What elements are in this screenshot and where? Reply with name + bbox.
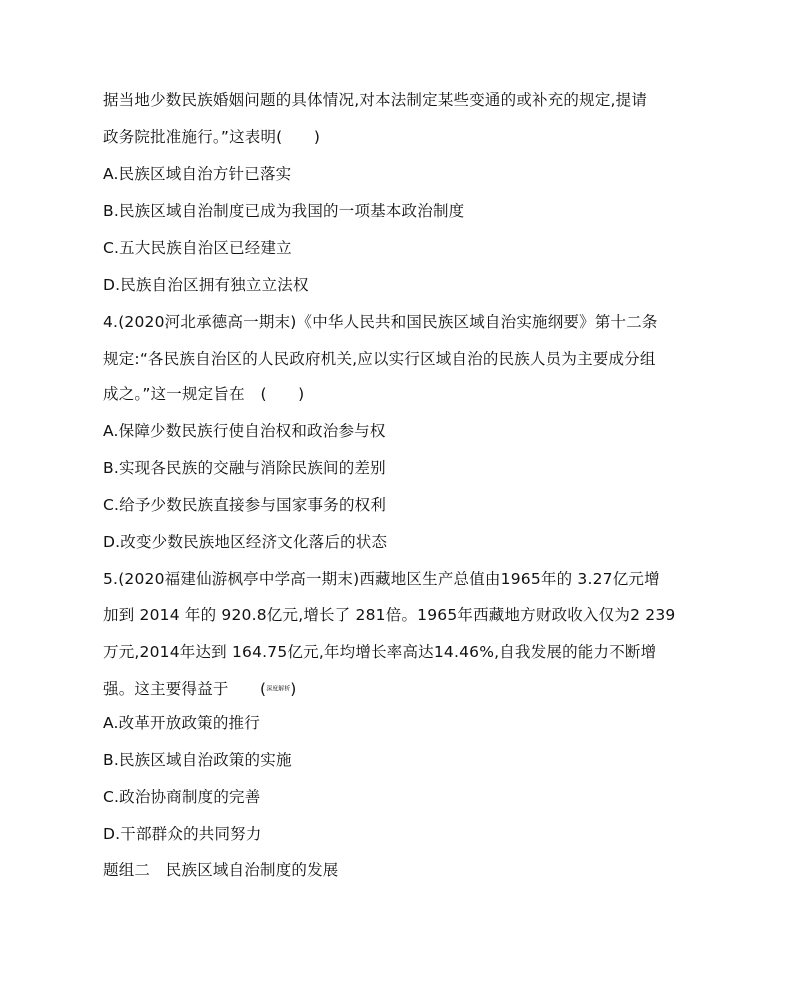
q3-option-d: D.民族自治区拥有独立立法权 xyxy=(103,276,309,294)
q4-option-b: B.实现各民族的交融与消除民族间的差别 xyxy=(103,459,386,477)
q5-stem-line4-text: 强。这主要得益于 ( xyxy=(103,680,267,698)
q3-stem-continuation-line2: 政务院批准施行。”这表明( ) xyxy=(103,128,321,146)
q5-option-b: B.民族区域自治政策的实施 xyxy=(103,751,292,769)
q4-stem-line3: 成之。”这一规定旨在 ( ) xyxy=(103,385,305,403)
section-heading: 题组二 民族区域自治制度的发展 xyxy=(103,861,339,879)
q5-stem-line4-close: ) xyxy=(290,680,297,698)
q4-option-c: C.给予少数民族直接参与国家事务的权利 xyxy=(103,496,387,514)
q5-stem-line2: 加到 2014 年的 920.8亿元,增长了 281倍。1965年西藏地方财政收入仅为2 239 xyxy=(103,606,676,624)
q4-option-a: A.保障少数民族行使自治权和政治参与权 xyxy=(103,422,386,440)
q5-stem-line3: 万元,2014年达到 164.75亿元,年均增长率高达14.46%,自我发展的能力不断增 xyxy=(103,643,657,661)
q5-stem-line1: 5.(2020福建仙游枫亭中学高一期末)西藏地区生产总值由1965年的 3.27亿元增 xyxy=(103,570,660,588)
deep-analysis-tag: 深度解析 xyxy=(266,685,291,693)
q5-stem-line4 xyxy=(103,679,297,700)
q4-option-d: D.改变少数民族地区经济文化落后的状态 xyxy=(103,533,388,551)
q3-option-b: B.民族区域自治制度已成为我国的一项基本政治制度 xyxy=(103,202,465,220)
q4-stem-line2: 规定:“各民族自治区的人民政府机关,应以实行区域自治的民族人员为主要成分组 xyxy=(103,350,656,368)
q5-option-a: A.改革开放政策的推行 xyxy=(103,714,260,732)
q4-stem-line1: 4.(2020河北承德高一期末)《中华人民共和国民族区域自治实施纲要》第十二条 xyxy=(103,313,658,331)
q3-stem-continuation-line1: 据当地少数民族婚姻问题的具体情况,对本法制定某些变通的或补充的规定,提请 xyxy=(103,91,648,109)
q5-option-d: D.干部群众的共同努力 xyxy=(103,825,262,843)
q3-option-c: C.五大民族自治区已经建立 xyxy=(103,239,292,257)
q3-option-a: A.民族区域自治方针已落实 xyxy=(103,165,292,183)
q5-option-c: C.政治协商制度的完善 xyxy=(103,788,261,806)
